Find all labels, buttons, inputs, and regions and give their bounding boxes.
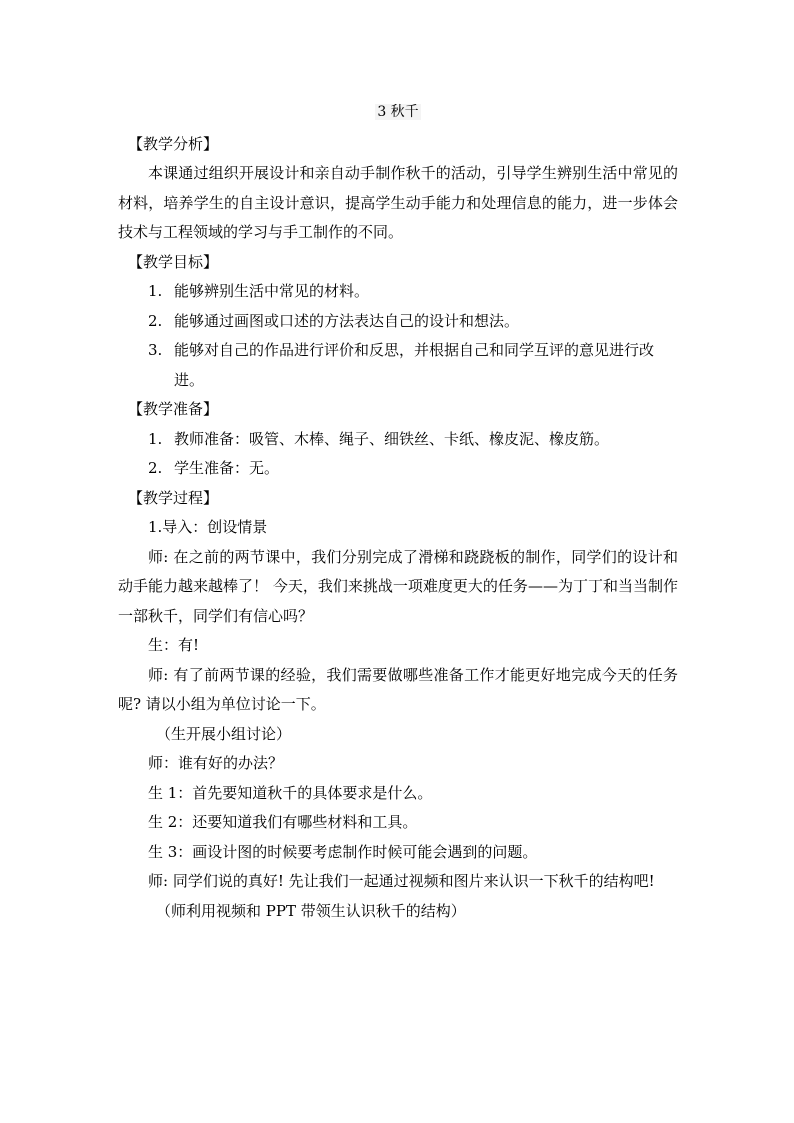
dialogue-line-8: 师: 同学们说的真好! 先让我们一起通过视频和图片来认识一下秋千的结构吧! — [148, 872, 655, 890]
goal-item-3 — [118, 336, 678, 395]
prep-item-2 — [118, 454, 678, 484]
goal-text-1: 能够辨别生活中常见的材料。 — [174, 282, 370, 300]
page-title — [118, 98, 678, 128]
process-step-1: 1.导入：创设情景 — [148, 518, 268, 536]
goal-text-2: 能够通过画图或口述的方法表达自己的设计和想法。 — [174, 311, 520, 330]
dialogue-line-4: 师：谁有好的办法？ — [148, 754, 284, 772]
document-body — [118, 98, 678, 926]
goal-number-2: 2. — [148, 311, 163, 330]
goal-number-3: 3. — [148, 341, 163, 359]
goal-item-1 — [118, 277, 678, 307]
prep-text-1: 教师准备：吸管、木棒、绳子、细铁丝、卡纸、橡皮泥、橡皮筋。 — [174, 429, 610, 448]
dialogue-line-2: 生：有! — [148, 636, 200, 654]
analysis-paragraph: 本课通过组织开展设计和亲自动手制作秋千的活动，引导学生辨别生活中常见的材料，培养学生的自主设计意识，提高学生动手能力和处理信息的能力，进一步体会技术与工程领域的学习与手工制作的不同。 — [118, 164, 678, 241]
prep-number-2: 2. — [148, 459, 163, 477]
heading-process: 【教学过程】 — [128, 488, 219, 507]
goal-number-1: 1. — [148, 282, 163, 300]
goal-text-3: 能够对自己的作品进行评价和反思，并根据自己和同学互评的意见进行改进。 — [174, 341, 655, 389]
prep-item-1 — [118, 425, 678, 455]
stage-note-2: （师利用视频和 PPT 带领生认识秋千的结构） — [156, 901, 466, 920]
stage-note-1: （生开展小组讨论） — [156, 724, 292, 743]
dialogue-line-5: 生 1：首先要知道秋千的具体要求是什么。 — [148, 783, 433, 802]
dialogue-line-6: 生 2：还要知道我们有哪些材料和工具。 — [148, 813, 418, 831]
goal-item-2 — [118, 307, 678, 337]
heading-prep: 【教学准备】 — [128, 400, 219, 418]
prep-text-2: 学生准备：无。 — [174, 459, 280, 477]
prep-number-1: 1. — [148, 429, 163, 448]
dialogue-line-3: 师: 有了前两节课的经验，我们需要做哪些准备工作才能更好地完成今天的任务呢? 请以小组为单位讨论一下。 — [118, 665, 678, 713]
dialogue-line-1: 师: 在之前的两节课中，我们分别完成了滑梯和跷跷板的制作，同学们的设计和动手能力越来越棒了！ 今天，我们来挑战一项难度更大的任务——为丁丁和当当制作一部秋千，同学们有信心吗？ — [118, 547, 678, 625]
heading-goals: 【教学目标】 — [128, 252, 219, 271]
heading-analysis: 【教学分析】 — [128, 134, 219, 153]
title-text: 3 秋千 — [377, 104, 419, 120]
dialogue-line-7: 生 3：画设计图的时候要考虑制作时候可能会遇到的问题。 — [148, 842, 538, 861]
